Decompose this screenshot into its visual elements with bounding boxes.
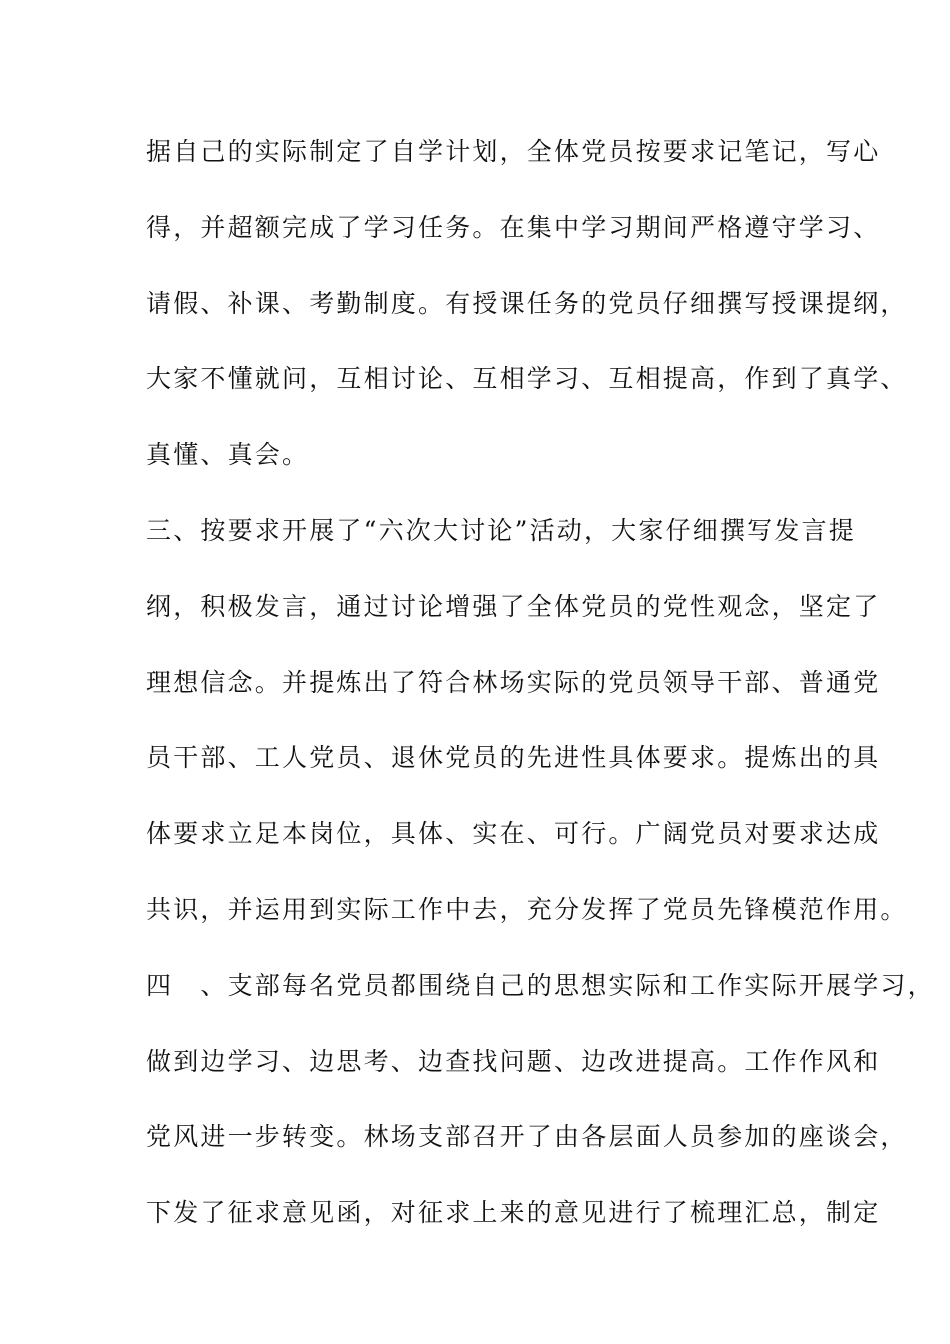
text-line-8: 理想信念。并提炼出了符合林场实际的党员领导干部、普通党 — [146, 667, 881, 697]
text-line-6: 三、按要求开展了“六次大讨论”活动，大家仔细撰写发言提 — [146, 515, 856, 545]
text-line-4: 大家不懂就问，互相讨论、互相学习、互相提高，作到了真学、 — [146, 364, 908, 394]
text-line-9: 员干部、工人党员、退休党员的先进性具体要求。提炼出的具 — [146, 743, 881, 773]
text-line-12: 四 、支部每名党员都围绕自己的思想实际和工作实际开展学习， — [146, 970, 935, 1000]
text-line-7: 纲，积极发言，通过讨论增强了全体党员的党性观念，坚定了 — [146, 591, 881, 621]
text-line-15: 下发了征求意见函，对征求上来的意见进行了梳理汇总，制定 — [146, 1198, 881, 1228]
body-text — [146, 132, 935, 1269]
text-line-11: 共识，并运用到实际工作中去，充分发挥了党员先锋模范作用。 — [146, 894, 908, 924]
text-line-14: 党风进一步转变。林场支部召开了由各层面人员参加的座谈会， — [146, 1122, 908, 1152]
text-line-13: 做到边学习、边思考、边查找问题、边改进提高。工作作风和 — [146, 1046, 881, 1076]
text-line-2: 得，并超额完成了学习任务。在集中学习期间严格遵守学习、 — [146, 212, 881, 242]
text-line-5: 真懂、真会。 — [146, 440, 310, 470]
text-line-1: 据自己的实际制定了自学计划，全体党员按要求记笔记，写心 — [146, 137, 881, 166]
text-line-3: 请假、补课、考勤制度。有授课任务的党员仔细撰写授课提纲， — [146, 288, 908, 318]
text-line-10: 体要求立足本岗位，具体、实在、可行。广阔党员对要求达成 — [146, 819, 881, 849]
